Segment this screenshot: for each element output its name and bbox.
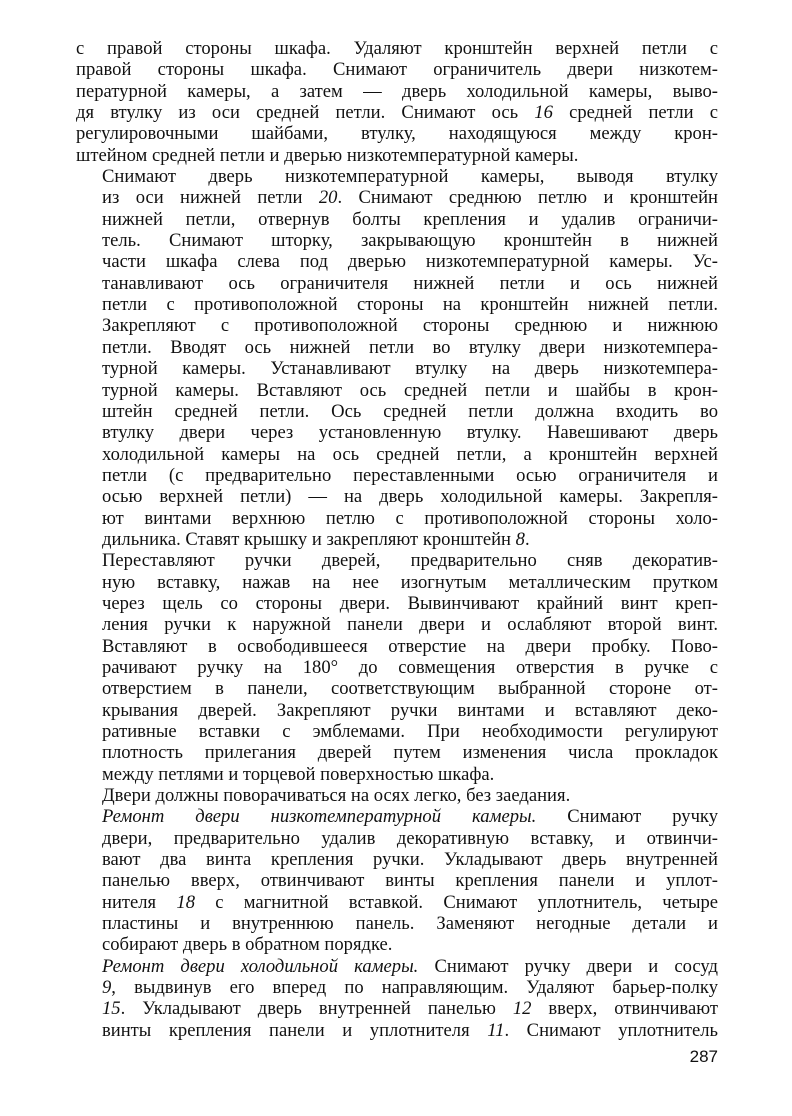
text-line: танавливают ось ограничителя нижней петли и ось нижней bbox=[102, 272, 718, 294]
text-line: крывания дверей. Закрепляют ручки винтами и вставляют деко- bbox=[102, 699, 718, 721]
page-body bbox=[76, 38, 718, 1041]
text-line: вают два винта крепления ручки. Укладывают дверь внутренней bbox=[102, 849, 718, 871]
text-line: втулку двери через установленную втулку. Навешивают дверь bbox=[102, 422, 718, 444]
text-line: плотность прилегания дверей путем изменения числа прокладок bbox=[102, 742, 718, 764]
text-line: петли с противоположной стороны на кронштейн нижней петли. bbox=[102, 294, 718, 316]
text-line: тель. Снимают шторку, закрывающую кронштейн в нижней bbox=[102, 230, 718, 252]
text-line: винты крепления панели и уплотнителя 11. Снимают уплотнитель bbox=[102, 1019, 718, 1041]
text-line: с правой стороны шкафа. Удаляют кронштейн верхней петли с bbox=[76, 38, 718, 59]
text-line: собирают дверь в обратном порядке. bbox=[102, 934, 393, 956]
text-line: из оси нижней петли 20. Снимают среднюю петлю и кронштейн bbox=[102, 187, 718, 209]
text-line: Переставляют ручки дверей, предварительно сняв декоратив- bbox=[102, 550, 718, 572]
text-line: нижней петли, отвернув болты крепления и удалив ограничи- bbox=[102, 208, 718, 230]
text-line: нителя 18 с магнитной вставкой. Снимают уплотнитель, четыре bbox=[102, 891, 719, 913]
text-line: между петлями и торцевой поверхностью шкафа. bbox=[102, 763, 495, 785]
paragraph-2 bbox=[76, 166, 718, 550]
page-number: 287 bbox=[689, 1047, 718, 1066]
paragraph-5 bbox=[76, 806, 718, 955]
text-line: дя втулку из оси средней петли. Снимают ось 16 средней петли с bbox=[76, 102, 718, 124]
text-line: через щель со стороны двери. Вывинчивают крайний винт креп- bbox=[102, 592, 718, 614]
paragraph-1 bbox=[76, 38, 718, 166]
text-line: штейн средней петли. Ось средней петли должна входить во bbox=[102, 400, 718, 422]
paragraph-6 bbox=[76, 956, 718, 1041]
text-line: двери, предварительно удалив декоративную вставку, и отвинчи- bbox=[102, 827, 718, 849]
text-line: штейном средней петли и дверью низкотемпературной камеры. bbox=[76, 144, 579, 166]
text-line: осью верхней петли) — на дверь холодильной камеры. Закрепля- bbox=[102, 486, 718, 508]
text-line: пературной камеры, а затем — дверь холодильной камеры, выво- bbox=[76, 80, 718, 102]
text-line: турной камеры. Вставляют ось средней петли и шайбы в крон- bbox=[102, 379, 718, 401]
text-line: ют винтами верхнюю петлю с противоположной стороны холо- bbox=[102, 507, 718, 529]
text-line: пластины и внутреннюю панель. Заменяют негодные детали и bbox=[102, 913, 718, 935]
text-line: ную вставку, нажав на нее изогнутым металлическим прутком bbox=[102, 571, 718, 593]
text-line: регулировочными шайбами, втулку, находящуюся между крон- bbox=[76, 123, 718, 145]
text-line: отверстием в панели, соответствующим выбранной стороне от- bbox=[102, 678, 718, 700]
text-line: петли. Вводят ось нижней петли во втулку двери низкотемпера- bbox=[102, 336, 718, 358]
text-line: рачивают ручку на 180° до совмещения отверстия в ручке с bbox=[102, 656, 718, 678]
paragraph-3 bbox=[76, 550, 718, 785]
text-line: части шкафа слева под дверью низкотемпературной камеры. Ус- bbox=[102, 251, 718, 273]
text-line: Ремонт двери низкотемпературной камеры. Снимают ручку bbox=[102, 806, 719, 828]
text-line: 9, выдвинув его вперед по направляющим. Удаляют барьер-полку bbox=[102, 977, 718, 999]
text-line: панелью вверх, отвинчивают винты крепления панели и уплот- bbox=[102, 870, 718, 892]
text-line: правой стороны шкафа. Снимают ограничитель двери низкотем- bbox=[76, 59, 718, 81]
paragraph-4 bbox=[76, 785, 718, 806]
text-line: Двери должны поворачиваться на осях легко, без заедания. bbox=[102, 785, 571, 807]
text-line: Закрепляют с противоположной стороны среднюю и нижнюю bbox=[102, 315, 718, 337]
text-line: петли (с предварительно переставленными осью ограничителя и bbox=[102, 464, 718, 486]
text-line: 15. Укладывают дверь внутренней панелью 12 вверх, отвинчивают bbox=[102, 998, 718, 1020]
text-line: турной камеры. Устанавливают втулку на дверь низкотемпера- bbox=[102, 358, 718, 380]
text-line: Вставляют в освободившееся отверстие на двери пробку. Пово- bbox=[102, 635, 718, 657]
text-line: Ремонт двери холодильной камеры. Снимают ручку двери и сосуд bbox=[102, 955, 718, 977]
text-line: холодильной камеры на ось средней петли, а кронштейн верхней bbox=[102, 443, 718, 465]
text-line: дильника. Ставят крышку и закрепляют кронштейн 8. bbox=[102, 528, 530, 550]
text-line: ративные вставки с эмблемами. При необходимости регулируют bbox=[102, 721, 718, 742]
text-line: Снимают дверь низкотемпературной камеры, выводя втулку bbox=[102, 166, 718, 188]
text-line: ления ручки к наружной панели двери и ослабляют второй винт. bbox=[102, 614, 718, 636]
